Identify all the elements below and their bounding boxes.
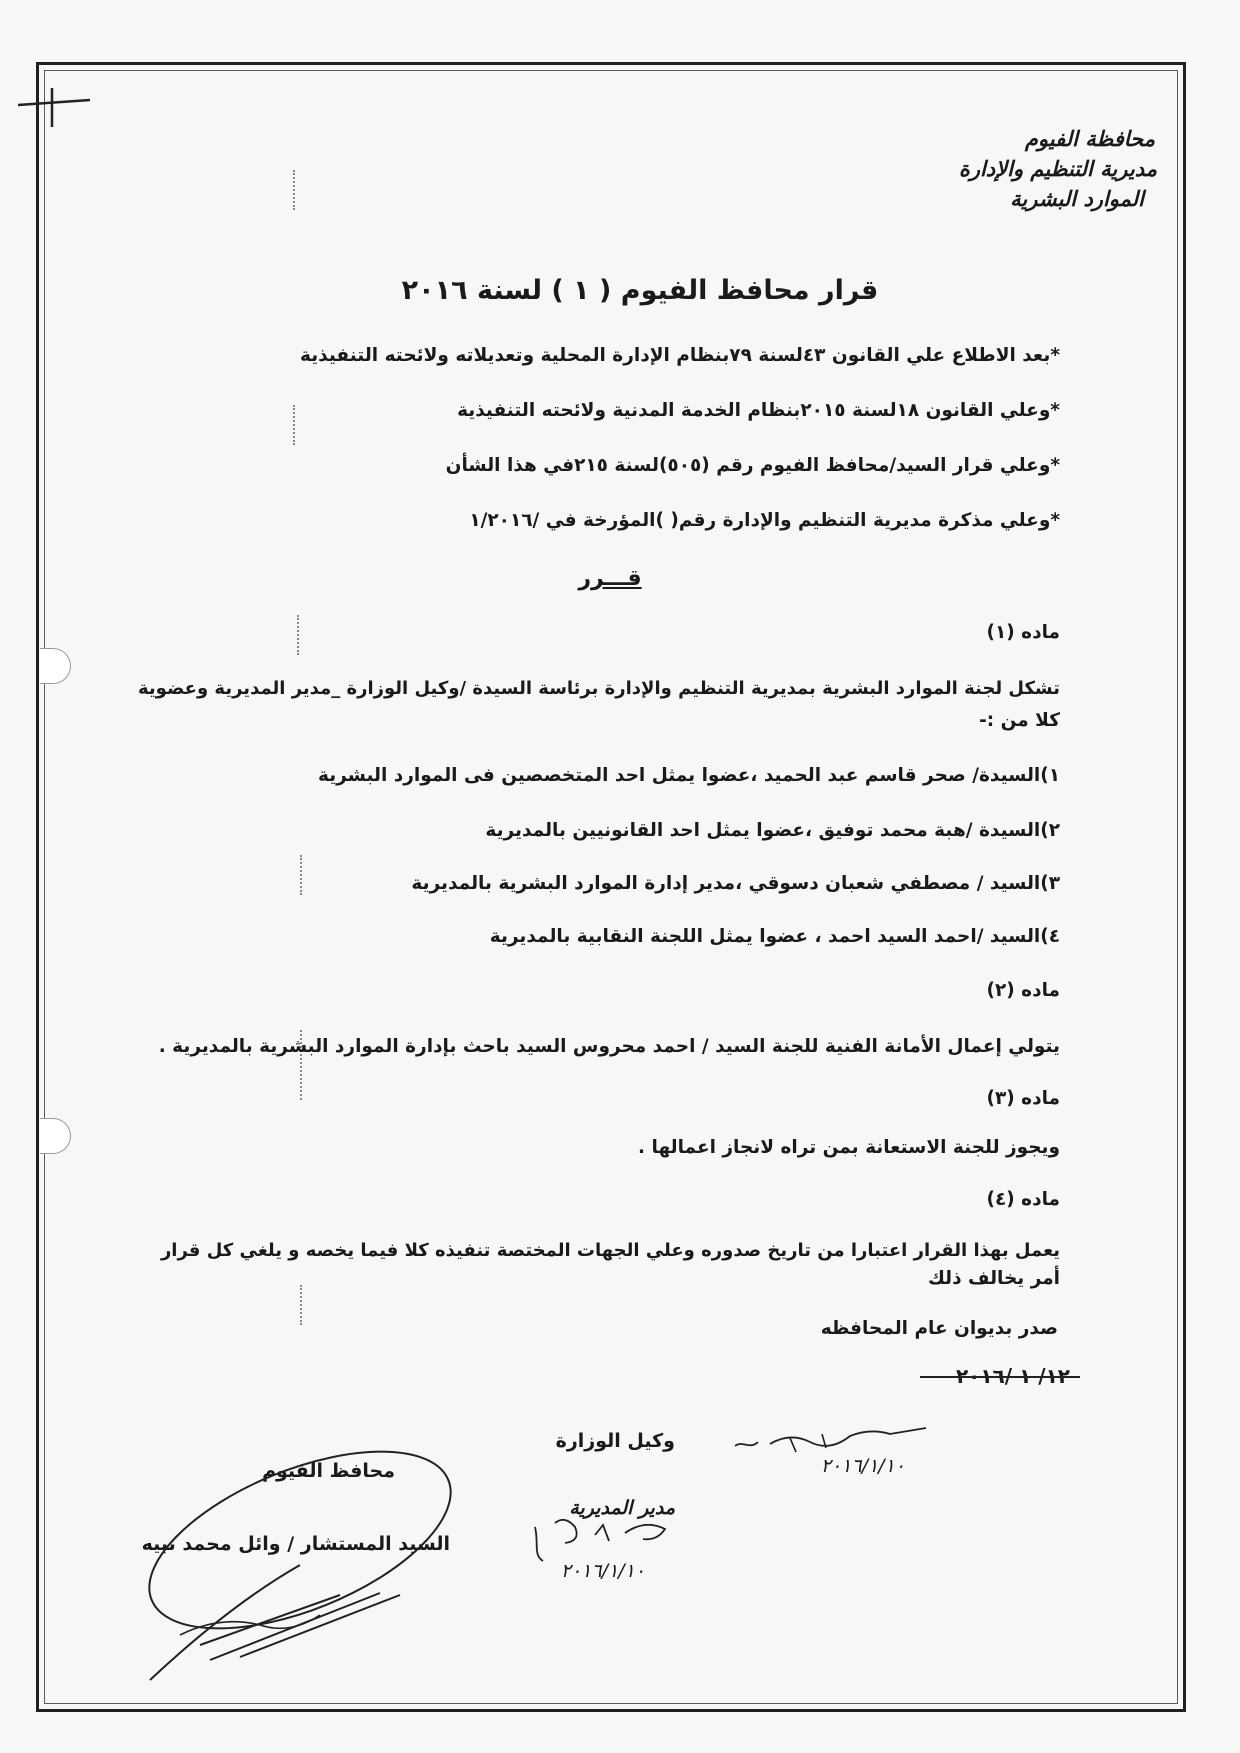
governor-signature [120,1445,480,1685]
article-4-heading: ماده (٤) [986,1189,1060,1210]
decree-title: قرار محافظ الفيوم ( ١ ) لسنة ٢٠١٦ [401,275,879,306]
undersecretary-handwritten-date: ٢٠١٦/١/١٠ [820,1455,905,1477]
member-1: ١)السيدة/ صحر قاسم عبد الحميد ،عضوا يمثل احد المتخصصين فى الموارد البشرية [317,765,1060,786]
member-3: ٣)السيد / مصطفي شعبان دسوقي ،مدير إدارة الموارد البشرية بالمديرية [411,873,1060,894]
fold-dots-3 [297,615,299,655]
member-4: ٤)السيد /احمد السيد احمد ، عضوا يمثل اللجنة النقابية بالمديرية [489,926,1060,947]
governor-name: السيد المستشار / وائل محمد نبيه [141,1533,450,1555]
director-handwritten-date: ٢٠١٦/١/١٠ [560,1560,645,1582]
issued-at: صدر بديوان عام المحافظه [820,1318,1058,1339]
preamble-line-4: *وعلي مذكرة مديرية التنظيم والإدارة رقم( )المؤرخة في /١/٢٠١٦ [469,510,1060,531]
header-department: الموارد البشرية [1010,187,1144,211]
article-1-text-cont: كلا من :- [979,710,1060,731]
header-governorate: محافظة الفيوم [1024,127,1155,151]
issue-date-underline [920,1376,1080,1378]
article-2-heading: ماده (٢) [986,980,1060,1001]
member-2: ٢)السيدة /هبة محمد توفيق ،عضوا يمثل احد القانونيين بالمديرية [485,820,1060,841]
undersecretary-title: وكيل الوزارة [555,1430,675,1452]
fold-dots-2 [293,405,295,445]
article-3-heading: ماده (٣) [986,1088,1060,1109]
fold-dots-6 [300,1285,302,1325]
header-directorate: مديرية التنظيم والإدارة [958,157,1157,181]
verdict-heading: قـــرر [578,566,642,591]
preamble-line-2: *وعلي القانون ١٨لسنة ٢٠١٥بنظام الخدمة المدنية ولائحته التنفيذية [457,400,1060,421]
article-3-text: ويجوز للجنة الاستعانة بمن تراه لانجاز اعمالها . [638,1137,1060,1158]
preamble-line-3: *وعلي قرار السيد/محافظ الفيوم رقم (٥٠٥)لسنة ٢١٥في هذا الشأن [445,455,1060,476]
article-2-text: يتولي إعمال الأمانة الفنية للجنة السيد / احمد محروس السيد باحث بإدارة الموارد البشرية بالمديرية . [158,1036,1060,1057]
director-title: مدير المديرية [569,1497,675,1519]
issue-date: ١٢/ ١ /٢٠١٦ [955,1364,1070,1388]
article-4-text: يعمل بهذا القرار اعتبارا من تاريخ صدوره وعلي الجهات المختصة تنفيذه كلا فيما يخصه و يلغي كل قرار [160,1240,1060,1261]
fold-dots-1 [293,170,295,210]
fold-dots-4 [300,855,302,895]
governor-title: محافظ الفيوم [262,1460,395,1482]
preamble-line-1: *بعد الاطلاع علي القانون ٤٣لسنة ٧٩بنظام الإدارة المحلية وتعديلاته ولائحته التنفيذية [300,345,1060,366]
article-1-text: تشكل لجنة الموارد البشرية بمديرية التنظيم والإدارة برئاسة السيدة /وكيل الوزارة _مدير المديرية وعضوية [137,678,1060,699]
article-1-heading: ماده (١) [986,622,1060,643]
article-4-text-cont: أمر يخالف ذلك [927,1268,1060,1289]
corner-mark [0,0,100,130]
